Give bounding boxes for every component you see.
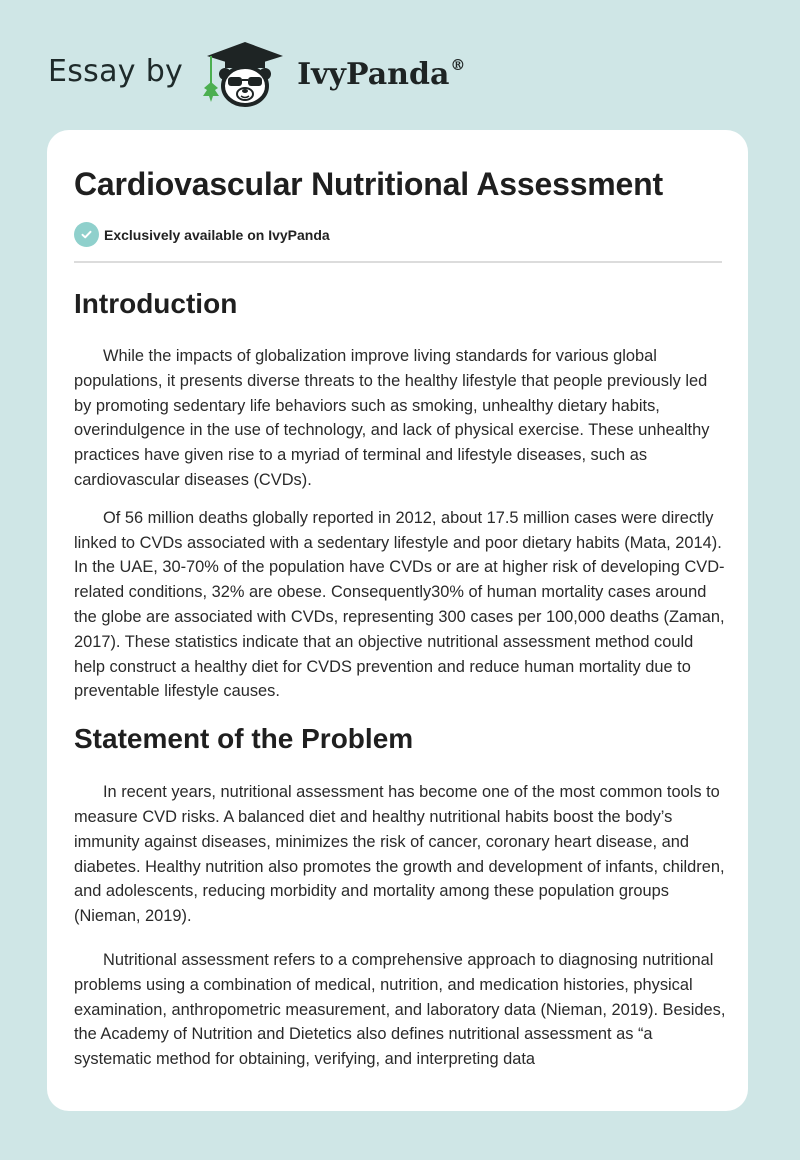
section-introduction	[74, 282, 726, 704]
site-header	[48, 36, 465, 108]
essay-by-label: Essay by	[48, 53, 184, 89]
section-heading: Introduction	[74, 288, 238, 319]
exclusive-badge-label: Exclusively available on IvyPanda	[104, 226, 330, 243]
check-circle-icon	[74, 222, 99, 247]
exclusive-badge	[74, 222, 330, 247]
paragraph: In recent years, nutritional assessment has become one of the most common tools to measure CVD risks. A balanced diet and healthy nutritional habits boost the body’s immunity against diseases, minimizes the risk of cancer, coronary heart disease, and diabetes. Healthy nutrition also promotes the growth and development of infants, children, and adolescents, reducing morbidity and mortality among these population groups (Nieman, 2019).	[74, 783, 725, 926]
paragraph: While the impacts of globalization improve living standards for various global populations, it presents diverse threats to the healthy lifestyle that people previously led by promoting sedentary life behaviors such as smoking, unhealthy dietary habits, overindulgence in the use of technology, and lack of physical exercise. These unhealthy practices have given rise to a myriad of terminal and lifestyle diseases, such as cardiovascular diseases (CVDs).	[74, 347, 710, 489]
registered-mark: ®	[450, 56, 466, 74]
title-divider	[74, 261, 722, 263]
section-heading: Statement of the Problem	[74, 723, 414, 755]
brand-name: IvyPanda	[297, 57, 450, 92]
essay-body	[74, 280, 726, 1072]
essay-card	[47, 130, 748, 1111]
panda-graduate-icon[interactable]	[201, 36, 289, 108]
page-title: Cardiovascular Nutritional Assessment	[74, 166, 663, 202]
section-statement-of-problem	[74, 717, 726, 1072]
paragraph: Of 56 million deaths globally reported in 2012, about 17.5 million cases were directly linked to CVDs associated with a sedentary lifestyle and poor dietary habits (Mata, 2014). In the UAE, 30-70% of the population have CVDs or are at higher risk of developing CVD-related conditions, 32% are obese. Consequently30% of human mortality cases around the globe are associated with CVDs, representing 300 cases per 100,000 deaths (Zaman, 2017). These statistics indicate that an objective nutritional assessment method could help construct a healthy diet for CVDS prevention and reduce human mortality due to preventable lifestyle causes.	[74, 508, 725, 701]
paragraph: Nutritional assessment refers to a comprehensive approach to diagnosing nutritional problems using a combination of medical, nutrition, and medication histories, physical examination, anthropometric measurement, and laboratory data (Nieman, 2019). Besides, the Academy of Nutrition and Dietetics also defines nutritional assessment as “a systematic method for obtaining, verifying, and interpreting data	[74, 950, 726, 1069]
brand-logo-text[interactable]	[297, 56, 465, 92]
